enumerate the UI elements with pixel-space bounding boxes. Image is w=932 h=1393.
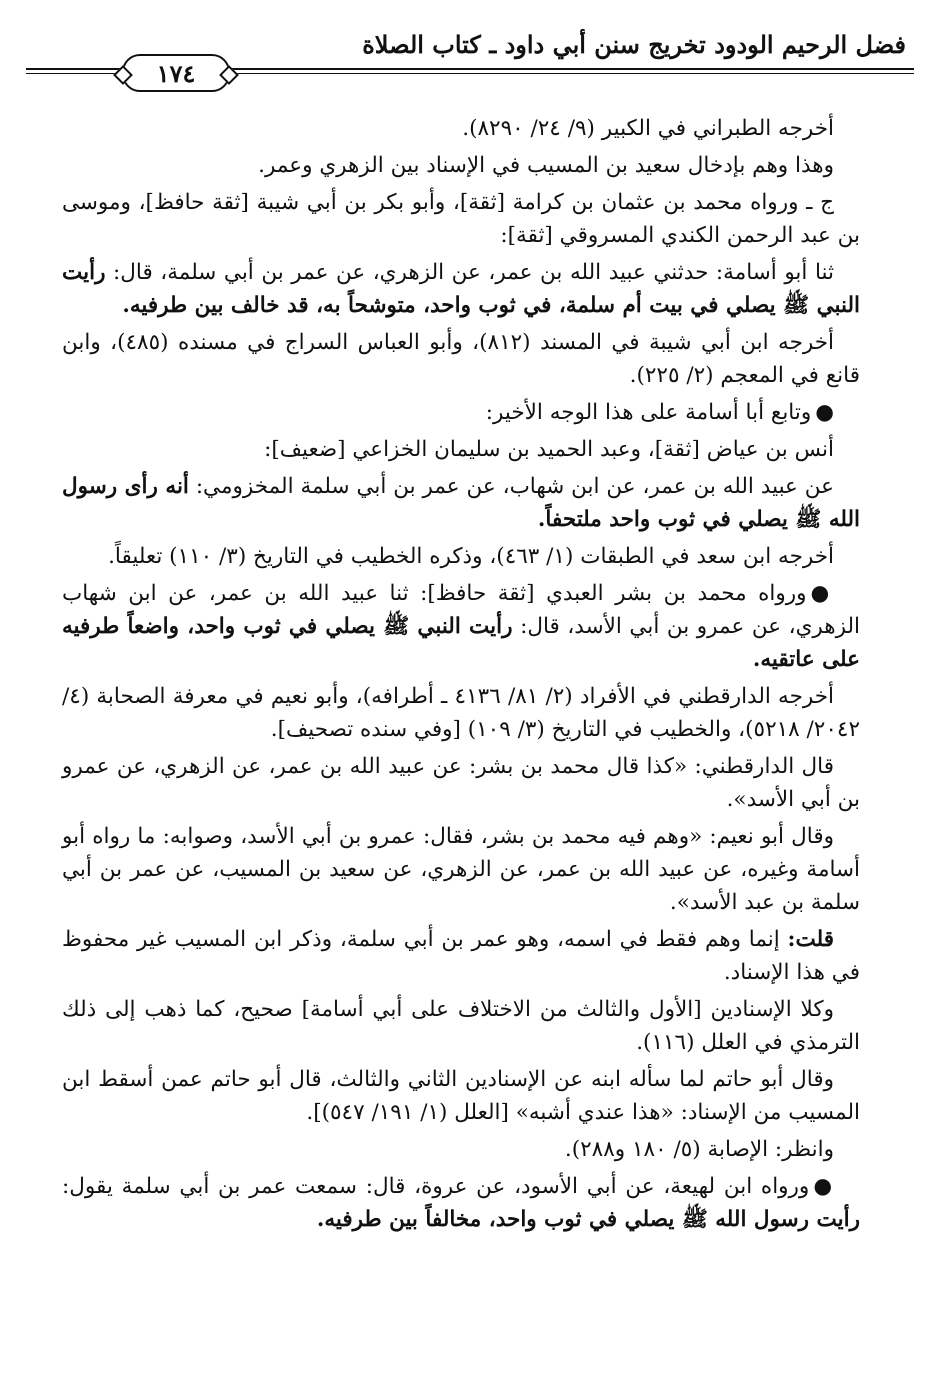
paragraph-text: قال الدارقطني: «كذا قال محمد بن بشر: عن عبيد الله بن عمر، عن الزهري، عن عمرو بن أبي الأسد». — [62, 754, 860, 812]
paragraph-text: وانظر: الإصابة (٥/ ١٨٠ و٢٨٨). — [564, 1137, 834, 1162]
paragraph — [62, 750, 860, 816]
paragraph-text: أخرجه الطبراني في الكبير (٩/ ٢٤/ ٨٢٩٠). — [462, 116, 834, 141]
bold-lead: قلت: — [787, 927, 834, 952]
paragraph — [62, 112, 860, 145]
paragraph — [62, 1170, 860, 1236]
paragraph — [62, 1133, 860, 1166]
paragraph-text: وهذا وهم بإدخال سعيد بن المسيب في الإسناد بين الزهري وعمر. — [258, 153, 834, 178]
paragraph — [62, 923, 860, 989]
paragraph — [62, 396, 860, 429]
page-body — [62, 112, 860, 1353]
paragraph-text: أنس بن عياض [ثقة]، وعبد الحميد بن سليمان الخزاعي [ضعيف]: — [264, 437, 834, 462]
paragraph-text: أخرجه الدارقطني في الأفراد (٢/ ٨١/ ٤١٣٦ ـ أطرافه)، وأبو نعيم في معرفة الصحابة (٤/ ٢٠٤٢/ ٥٢١٨)، والخطيب في التاريخ (٣/ ١٠٩) [وفي سنده تصحيف]. — [62, 684, 860, 742]
paragraph — [62, 470, 860, 536]
bullet-marker: ● — [815, 400, 834, 425]
paragraph — [62, 680, 860, 746]
paragraph — [62, 820, 860, 919]
paragraph — [62, 433, 860, 466]
paragraph-text: عن عبيد الله بن عمر، عن ابن شهاب، عن عمر بن أبي سلمة المخزومي: — [195, 474, 834, 499]
bullet-marker: ● — [813, 1174, 835, 1199]
hadith-text: رأيت النبي ﷺ يصلي في بيت أم سلمة، في ثوب واحد، متوشحاً به، قد خالف بين طرفيه. — [62, 260, 860, 318]
paragraph-text: ج ـ ورواه محمد بن عثمان بن كرامة [ثقة]، وأبو بكر بن أبي شيبة [ثقة حافظ]، وموسى بن عبد الرحمن الكندي المسروقي [ثقة]: — [62, 190, 860, 248]
paragraph — [62, 1063, 860, 1129]
paragraph-text: وكلا الإسنادين [الأول والثالث من الاختلاف على أبي أسامة] صحيح، كما ذهب إلى ذلك الترمذي في العلل (١١٦). — [62, 997, 860, 1055]
paragraph — [62, 149, 860, 182]
paragraph — [62, 256, 860, 322]
paragraph-text: وتابع أبا أسامة على هذا الوجه الأخير: — [485, 400, 812, 425]
bullet-marker: ● — [810, 581, 834, 606]
page-number-badge — [122, 54, 230, 92]
paragraph-text: ورواه محمد بن بشر العبدي [ثقة حافظ]: ثنا عبيد الله بن عمر، عن ابن شهاب الزهري، عن عمرو بن أبي الأسد، قال: — [62, 581, 860, 639]
hadith-text: أنه رأى رسول الله ﷺ يصلي في ثوب واحد ملتحفاً. — [62, 474, 860, 532]
paragraph — [62, 993, 860, 1059]
paragraph — [62, 577, 860, 676]
paragraph-text: وقال أبو حاتم لما سأله ابنه عن الإسنادين الثاني والثالث، قال أبو حاتم عمن أسقط ابن المسيب من الإسناد: «هذا عندي أشبه» [العلل (١/ ١٩١/ ٥٤٧)]. — [62, 1067, 860, 1125]
paragraph — [62, 186, 860, 252]
paragraph-text: أخرجه ابن سعد في الطبقات (١/ ٤٦٣)، وذكره الخطيب في التاريخ (٣/ ١١٠) تعليقاً. — [108, 544, 834, 569]
paragraph-text: ثنا أبو أسامة: حدثني عبيد الله بن عمر، عن الزهري، عن عمر بن أبي سلمة، قال: — [113, 260, 834, 285]
running-title: فضل الرحيم الودود تخريج سنن أبي داود ـ كتاب الصلاة — [362, 30, 906, 59]
page-number: ١٧٤ — [156, 58, 196, 88]
page-header — [26, 24, 914, 94]
paragraph — [62, 326, 860, 392]
hadith-text: رأيت رسول الله ﷺ يصلي في ثوب واحد، مخالفاً بين طرفيه. — [316, 1207, 860, 1232]
paragraph-text: أخرجه ابن أبي شيبة في المسند (٨١٢)، وأبو العباس السراج في مسنده (٤٨٥)، وابن قانع في المعجم (٢/ ٢٢٥). — [62, 330, 860, 388]
paragraph — [62, 540, 860, 573]
paragraph-text: إنما وهم فقط في اسمه، وهو عمر بن أبي سلمة، وذكر ابن المسيب غير محفوظ في هذا الإسناد. — [62, 927, 860, 985]
paragraph-text: ورواه ابن لهيعة، عن أبي الأسود، عن عروة، قال: سمعت عمر بن أبي سلمة يقول: — [62, 1174, 810, 1199]
paragraph-text: وقال أبو نعيم: «وهم فيه محمد بن بشر، فقال: عمرو بن أبي الأسد، وصوابه: ما رواه أبو أسامة وغيره، عن عبيد الله بن عمر، عن الزهري، عن سعيد بن المسيب، عن عمر بن أبي سلمة بن عبد الأسد». — [62, 824, 860, 915]
hadith-text: رأيت النبي ﷺ يصلي في ثوب واحد، واضعاً طرفيه على عاتقيه. — [62, 614, 860, 672]
